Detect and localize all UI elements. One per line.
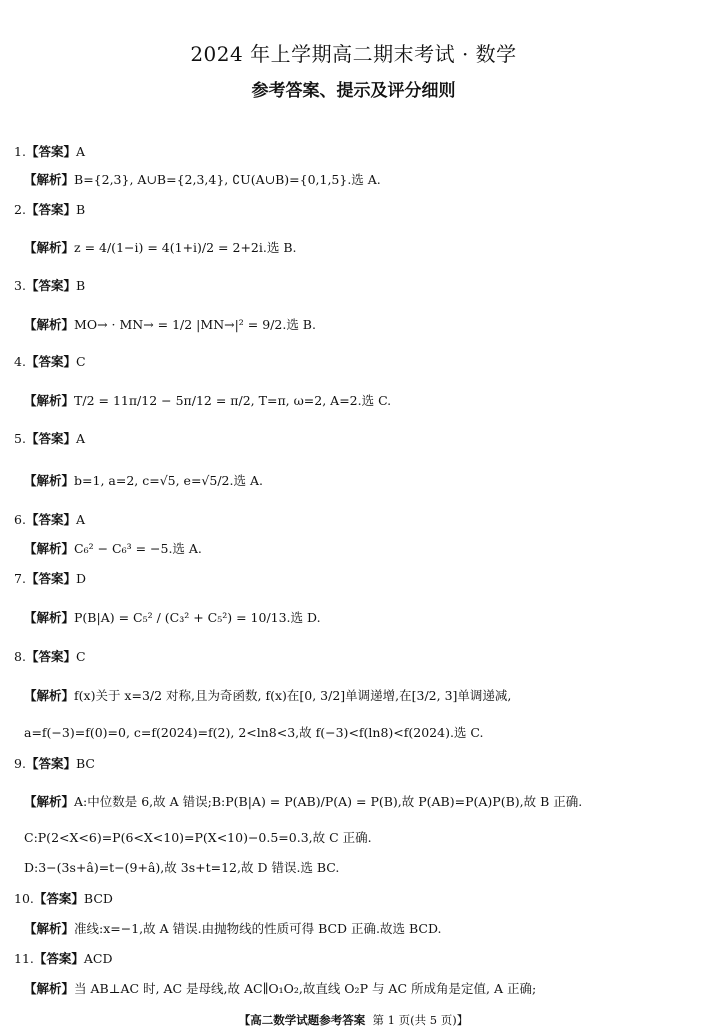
solution-line-7: 【解析】P(B|A) = C₅² / (C₃² + C₅²) = 10/13.选 D. xyxy=(24,610,321,625)
solution-line-8b: a=f(−3)=f(0)=0, c=f(2024)=f(2), 2<ln8<3,故 f(−3)<f(ln8)<f(2024).选 C. xyxy=(24,725,484,740)
answer-line-9: 9.【答案】BC xyxy=(14,756,95,771)
answer-line-1: 1.【答案】A xyxy=(14,144,85,159)
solution-line-4: 【解析】T/2 = 11π/12 − 5π/12 = π/2, T=π, ω=2, A=2.选 C. xyxy=(24,393,392,408)
solution-line-9b: C:P(2<X<6)=P(6<X<10)=P(X<10)−0.5=0.3,故 C 正确. xyxy=(24,830,372,845)
solution-line-3: 【解析】MO→ · MN→ = 1/2 |MN→|² = 9/2.选 B. xyxy=(24,317,316,332)
solution-line-1: 【解析】B={2,3}, A∪B={2,3,4}, ∁U(A∪B)={0,1,5}.选 A. xyxy=(24,172,381,187)
answer-line-2: 2.【答案】B xyxy=(14,202,86,217)
page-footer: 【高二数学试题参考答案 第 1 页(共 5 页)】 xyxy=(238,1013,469,1027)
solution-line-2: 【解析】z = 4/(1−i) = 4(1+i)/2 = 2+2i.选 B. xyxy=(24,240,297,255)
solution-line-6: 【解析】C₆² − C₆³ = −5.选 A. xyxy=(24,541,202,556)
answer-line-5: 5.【答案】A xyxy=(14,431,85,446)
answer-line-11: 11.【答案】ACD xyxy=(14,951,113,966)
solution-line-8: 【解析】f(x)关于 x=3/2 对称,且为奇函数, f(x)在[0, 3/2]单调递增,在[3/2, 3]单调递减, xyxy=(24,688,512,703)
solution-line-5: 【解析】b=1, a=2, c=√5, e=√5/2.选 A. xyxy=(24,473,263,488)
answer-line-10: 10.【答案】BCD xyxy=(14,891,113,906)
solution-line-10: 【解析】准线:x=−1,故 A 错误.由抛物线的性质可得 BCD 正确.故选 BCD. xyxy=(24,921,442,936)
page-subtitle: 参考答案、提示及评分细则 xyxy=(251,81,456,101)
solution-line-9c: D:3−(3s+â)=t−(9+â),故 3s+t=12,故 D 错误.选 BC. xyxy=(24,860,340,875)
answer-line-8: 8.【答案】C xyxy=(14,649,86,664)
answer-line-3: 3.【答案】B xyxy=(14,278,86,293)
answer-line-7: 7.【答案】D xyxy=(14,571,86,586)
answer-line-4: 4.【答案】C xyxy=(14,354,86,369)
solution-line-11: 【解析】当 AB⊥AC 时, AC 是母线,故 AC∥O₁O₂,故直线 O₂P 与 AC 所成角是定值, A 正确; xyxy=(24,981,537,996)
page-title: 2024 年上学期高二期末考试 · 数学 xyxy=(190,42,517,66)
solution-line-9: 【解析】A:中位数是 6,故 A 错误;B:P(B|A) = P(AB)/P(A) = P(B),故 P(AB)=P(A)P(B),故 B 正确. xyxy=(24,794,583,809)
answer-line-6: 6.【答案】A xyxy=(14,512,85,527)
